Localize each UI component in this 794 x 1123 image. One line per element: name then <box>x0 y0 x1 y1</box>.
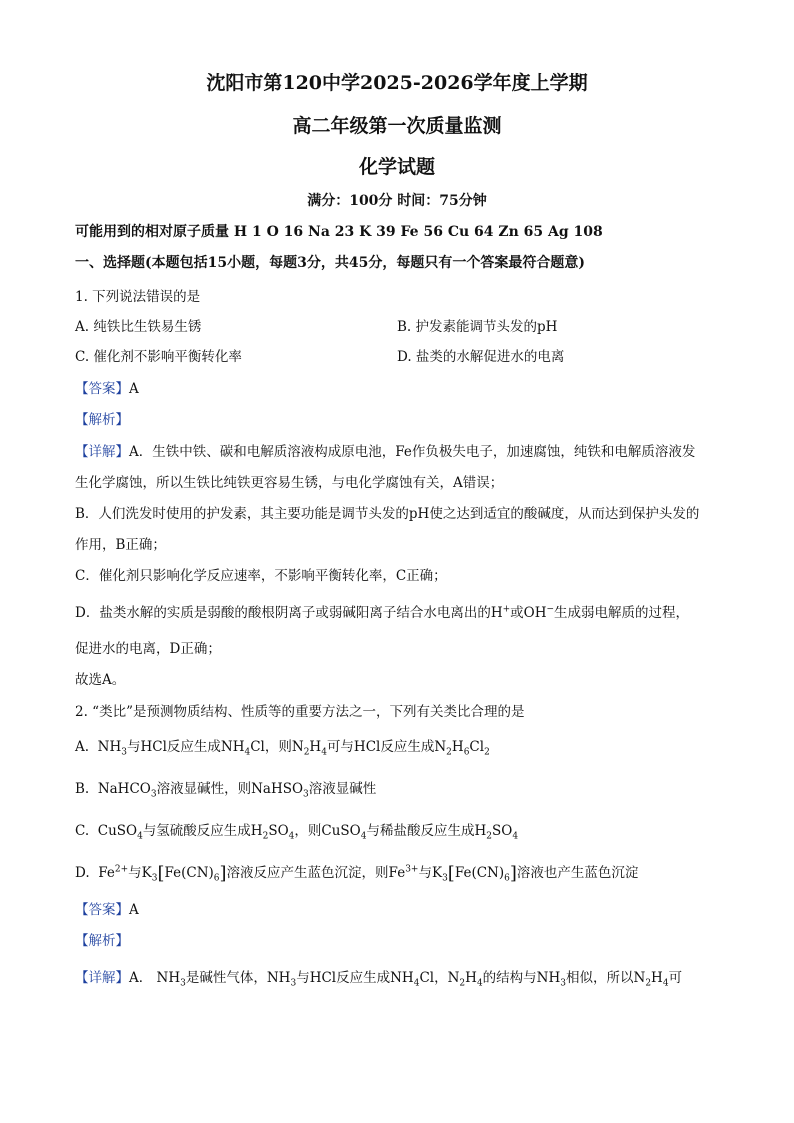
q1-option-d: D. 盐类的水解促进水的电离 <box>397 349 565 365</box>
question-2-stem: 2. “类比”是预测物质结构、性质等的重要方法之一，下列有关类比合理的是 <box>75 704 525 720</box>
answer-value: A <box>129 381 139 397</box>
q1-detail-line-7: 促进水的电离，D正确； <box>75 641 221 657</box>
detail-tag: 【详解】 <box>75 444 129 460</box>
q1-detail-line-6 <box>75 604 689 622</box>
q2-option-d: D. $Fe^{2+}$与$K_3[Fe(CN)_6]$溶液反应产生蓝色沉淀，则$Fe^{3+}$与$K_3[Fe(CN)_6]$溶液也产生蓝色沉淀 <box>75 863 639 884</box>
q1-detail-line-3: B．人们洗发时使用的护发素，其主要功能是调节头发的pH使之达到适宜的酸碱度，从而达到保护头发的 <box>75 506 700 522</box>
q1-detail-line-1 <box>75 443 695 461</box>
q2-option-a: A. $NH_3$与HCl反应生成$NH_4Cl$，则$N_2H_4$可与HCl反应生成$N_2H_6Cl_2$ <box>75 739 490 758</box>
charge: − <box>546 604 555 615</box>
section-heading: 一、选择题(本题包括15小题，每题3分，共45分，每题只有一个答案最符合题意) <box>75 255 585 271</box>
option-label: A. <box>75 739 90 755</box>
answer-tag: 【答案】 <box>75 902 129 918</box>
q2-detail-line-1: 【详解】A． $NH_3$是碱性气体，$NH_3$与HCl反应生成$NH_4Cl$，$N_2H_4$的结构与$NH_3$相似，所以$N_2H_4$可 <box>75 970 683 989</box>
question-1-stem: 1. 下列说法错误的是 <box>75 289 201 305</box>
q2-answer <box>75 901 139 919</box>
q1-analysis-tag: 【解析】 <box>75 412 129 428</box>
q1-answer <box>75 380 139 398</box>
q1-option-b: B. 护发素能调节头发的pH <box>397 319 558 335</box>
option-label: B. <box>75 781 90 797</box>
subject-title: 化学试题 <box>358 156 435 178</box>
q1-detail-line-2: 生化学腐蚀，所以生铁比纯铁更容易生锈，与电化学腐蚀有关，A错误； <box>75 475 504 491</box>
q2-option-c: C. CuSO$_4$与氢硫酸反应生成$H_2SO_4$，则CuSO$_4$与稀盐酸反应生成$H_2SO_4$ <box>75 823 519 842</box>
option-label: D. <box>75 865 90 881</box>
q1-conclusion: 故选A。 <box>75 672 126 688</box>
q2-analysis-tag: 【解析】 <box>75 933 129 949</box>
detail-text: D．盐类水解的实质是弱酸的酸根阴离子或弱碱阳离子结合水电离出的H <box>75 605 503 621</box>
answer-tag: 【答案】 <box>75 381 129 397</box>
score-time-info: 满分：100分 时间：75分钟 <box>307 193 487 209</box>
exam-subtitle: 高二年级第一次质量监测 <box>292 115 502 137</box>
atomic-masses: 可能用到的相对原子质量 H 1 O 16 Na 23 K 39 Fe 56 Cu 64 Zn 65 Ag 108 <box>75 224 603 240</box>
detail-tag: 【详解】 <box>75 970 129 986</box>
q1-option-c: C. 催化剂不影响平衡转化率 <box>75 349 242 365</box>
q1-option-a: A. 纯铁比生铁易生锈 <box>75 319 202 335</box>
q2-option-b: B. NaHCO$_3$溶液显碱性，则NaHSO$_3$溶液显碱性 <box>75 781 377 800</box>
charge: + <box>502 604 511 615</box>
q1-detail-line-4: 作用，B正确； <box>75 537 166 553</box>
q1-detail-line-5: C．催化剂只影响化学反应速率，不影响平衡转化率，C正确； <box>75 568 447 584</box>
detail-text: 生成弱电解质的过程， <box>554 605 690 621</box>
exam-title: 沈阳市第120中学2025-2026学年度上学期 <box>206 72 588 94</box>
detail-text: A．生铁中铁、碳和电解质溶液构成原电池，Fe作负极失电子，加速腐蚀，纯铁和电解质溶液发 <box>129 444 696 460</box>
option-label: C. <box>75 823 90 839</box>
detail-text: 或OH <box>510 605 547 621</box>
answer-value: A <box>129 902 139 918</box>
